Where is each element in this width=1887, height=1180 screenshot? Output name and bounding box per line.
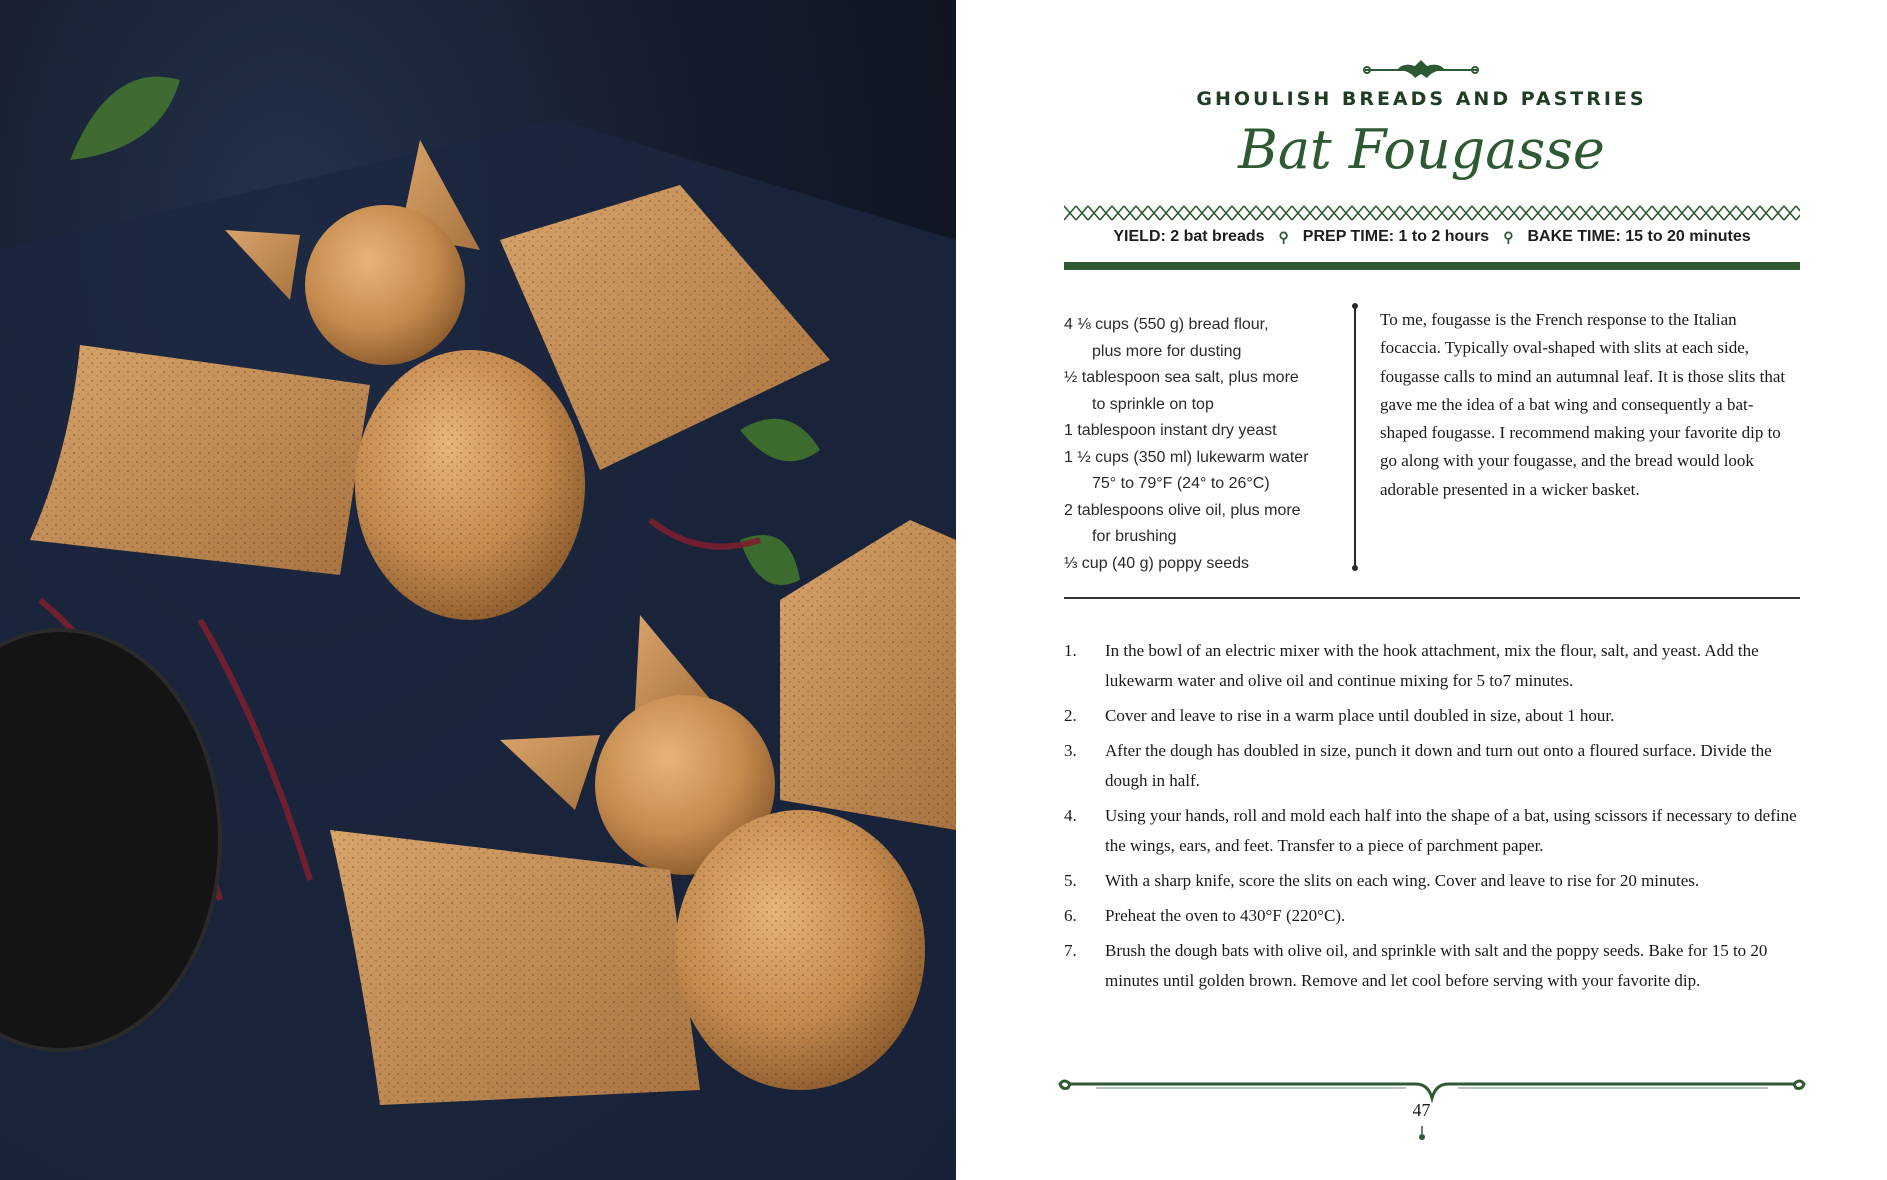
step-item: 7. Brush the dough bats with olive oil, and sprinkle with salt and the poppy seeds. Bake for 15 to 20 minutes until golden brown. Remove and let cool before serving with your favorite dip. xyxy=(1064,941,1768,990)
cross-stitch xyxy=(1208,206,1220,220)
ingredient: 2 tablespoons olive oil, plus more for brushing xyxy=(1064,501,1301,545)
cross-stitch xyxy=(1556,206,1568,220)
step-item: 2. Cover and leave to rise in a warm place until doubled in size, about 1 hour. xyxy=(1064,706,1615,725)
cross-stitch xyxy=(1136,206,1148,220)
cross-stitch xyxy=(1484,206,1496,220)
cross-stitch xyxy=(1232,206,1244,220)
recipe-title: Bat Fougasse xyxy=(1238,118,1605,181)
cross-stitch xyxy=(1748,206,1760,220)
recipe-meta xyxy=(1064,228,1800,246)
cross-stitch xyxy=(1436,206,1448,220)
step-item: 1. In the bowl of an electric mixer with the hook attachment, mix the flour, salt, and yeast. Add the lukewarm water and olive oil and continue mixing for 5 to7 minutes. xyxy=(1064,641,1759,690)
step-item: 5. With a sharp knife, score the slits on each wing. Cover and leave to rise for 20 minutes. xyxy=(1064,871,1700,890)
cross-stitch xyxy=(1364,206,1376,220)
recipe-page xyxy=(956,0,1887,1180)
step-item: 4. Using your hands, roll and mold each half into the shape of a bat, using scissors if necessary to define the wings, ears, and feet. Transfer to a piece of parchment paper. xyxy=(1064,806,1797,855)
cross-stitch xyxy=(1604,206,1616,220)
cross-stitch xyxy=(1268,206,1280,220)
cross-stitch xyxy=(1400,206,1412,220)
cross-stitch xyxy=(1280,206,1292,220)
section-title: GHOULISH BREADS AND PASTRIES xyxy=(1196,88,1647,110)
cross-stitch xyxy=(1664,206,1676,220)
cross-stitch xyxy=(1496,206,1508,220)
cross-stitch xyxy=(1172,206,1184,220)
cross-stitch xyxy=(1424,206,1436,220)
cross-stitch xyxy=(1160,206,1172,220)
cross-stitch xyxy=(1796,206,1800,220)
cross-stitch xyxy=(1088,206,1100,220)
cross-stitch xyxy=(1220,206,1232,220)
bake-time-text: BAKE TIME: 15 to 20 minutes xyxy=(1527,228,1751,245)
cross-stitch xyxy=(1256,206,1268,220)
cross-stitch xyxy=(1700,206,1712,220)
cross-stitch xyxy=(1772,206,1784,220)
ingredient: ½ tablespoon sea salt, plus more to sprinkle on top xyxy=(1064,369,1299,413)
cross-stitch xyxy=(1628,206,1640,220)
pendant-ornament-icon xyxy=(1419,1126,1425,1142)
cross-stitch xyxy=(1688,206,1700,220)
yield-text: YIELD: 2 bat breads xyxy=(1113,228,1265,245)
cross-stitch xyxy=(1196,206,1208,220)
cross-stitch xyxy=(1712,206,1724,220)
ingredient: 4 ⅛ cups (550 g) bread flour, plus more for dusting xyxy=(1064,316,1269,360)
cross-stitch xyxy=(1580,206,1592,220)
cross-stitch xyxy=(1724,206,1736,220)
cross-stitch xyxy=(1112,206,1124,220)
cross-stitch xyxy=(1520,206,1532,220)
cross-stitch xyxy=(1328,206,1340,220)
cross-stitch xyxy=(1184,206,1196,220)
cross-stitch xyxy=(1544,206,1556,220)
leaf xyxy=(70,77,180,160)
cross-stitch xyxy=(1292,206,1304,220)
header-rule xyxy=(1064,262,1800,270)
cross-stitch xyxy=(1568,206,1580,220)
cross-stitch xyxy=(1448,206,1460,220)
column-divider xyxy=(1354,306,1356,568)
cross-stitch xyxy=(1352,206,1364,220)
cross-stitch xyxy=(1652,206,1664,220)
keyhole-icon: ⚲ xyxy=(1503,228,1514,245)
cross-stitch xyxy=(1076,206,1088,220)
cross-stitch xyxy=(1148,206,1160,220)
prep-time-text: PREP TIME: 1 to 2 hours xyxy=(1302,228,1490,245)
ingredients-list xyxy=(1064,312,1336,577)
cross-stitch xyxy=(1304,206,1316,220)
cross-stitch xyxy=(1244,206,1256,220)
cross-stitch xyxy=(1736,206,1748,220)
cross-stitch xyxy=(1472,206,1484,220)
step-item: 6. Preheat the oven to 430°F (220°C). xyxy=(1064,906,1346,925)
cross-stitch xyxy=(1388,206,1400,220)
ingredient: 1 tablespoon instant dry yeast xyxy=(1064,422,1277,439)
cross-stitch xyxy=(1340,206,1352,220)
method-steps xyxy=(1064,636,1800,1001)
cross-stitch xyxy=(1316,206,1328,220)
cross-stitch xyxy=(1100,206,1112,220)
bat-ornament-icon xyxy=(1361,56,1481,82)
cross-stitch xyxy=(1532,206,1544,220)
cross-stitch xyxy=(1376,206,1388,220)
cross-stitch xyxy=(1124,206,1136,220)
cross-stitch xyxy=(1616,206,1628,220)
cross-stitch xyxy=(1460,206,1472,220)
cross-stitch xyxy=(1640,206,1652,220)
step-item: 3. After the dough has doubled in size, punch it down and turn out onto a floured surface. Divide the dough in half. xyxy=(1064,741,1772,790)
recipe-intro: To me, fougasse is the French response to the Italian focaccia. Typically oval-shaped with slits at each side, fougasse calls to mind an autumnal leaf. It is those slits that gave me the idea of a bat wing and consequently a bat-shaped fougasse. I recommend making your favorite dip to go along with your fougasse, and the bread would look adorable presented in a wicker basket. xyxy=(1380,310,1786,499)
ingredient: 1 ½ cups (350 ml) lukewarm water 75° to 79°F (24° to 26°C) xyxy=(1064,448,1309,492)
cross-stitch xyxy=(1784,206,1796,220)
page-number: 47 xyxy=(1412,1100,1431,1120)
section-rule xyxy=(1064,597,1800,599)
cross-stitch xyxy=(1508,206,1520,220)
cross-stitch xyxy=(1676,206,1688,220)
cross-stitch-band xyxy=(1064,204,1800,222)
cross-stitch xyxy=(1760,206,1772,220)
cross-stitch xyxy=(1592,206,1604,220)
cross-stitch xyxy=(1412,206,1424,220)
ingredient: ⅓ cup (40 g) poppy seeds xyxy=(1064,554,1250,572)
cross-stitch xyxy=(1064,206,1076,220)
keyhole-icon: ⚲ xyxy=(1278,228,1289,245)
